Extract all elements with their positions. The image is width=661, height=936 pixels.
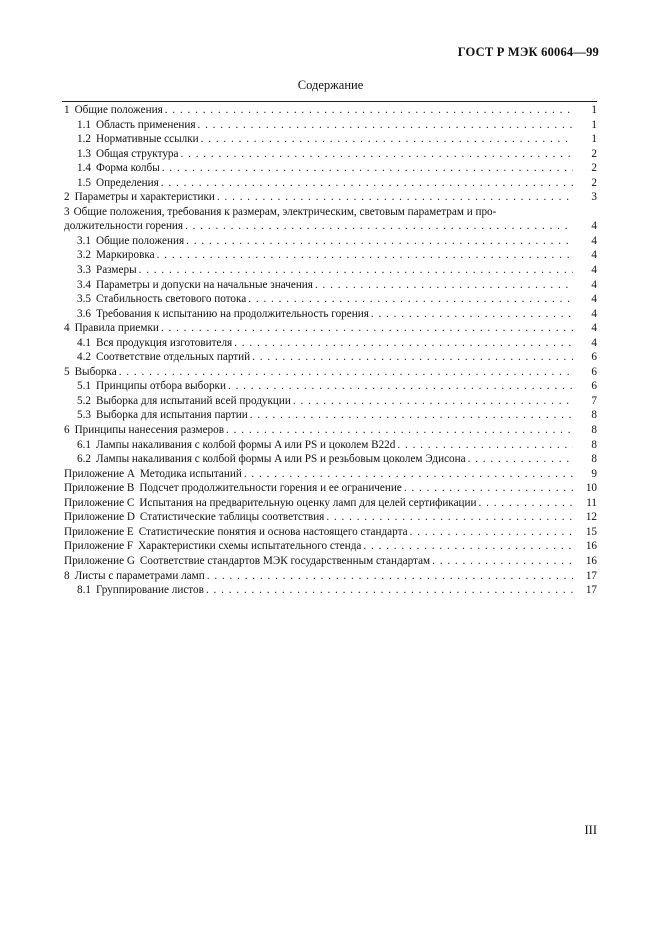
toc-entry-number: Приложение F: [64, 540, 134, 553]
toc-entry-page: 1: [591, 104, 597, 116]
dot-leader: [363, 539, 573, 554]
toc-entry-text: Общие положения, требования к размерам, электрическим, световым параметрам и про-: [73, 205, 497, 218]
toc-entry[interactable]: [64, 118, 597, 133]
dot-leader: [404, 481, 573, 496]
toc-entry-number: 6.2: [77, 453, 91, 466]
toc-entry-text: Выборка для испытаний всей продукции: [95, 394, 291, 407]
toc-entry-text: Общие положения: [95, 234, 185, 247]
toc-entry-number: Приложение B: [64, 482, 135, 495]
toc-entry[interactable]: [64, 365, 597, 380]
toc-entry[interactable]: [64, 190, 597, 205]
toc-entry[interactable]: [64, 554, 597, 569]
toc-entry[interactable]: [64, 307, 597, 322]
dot-leader: [185, 219, 573, 234]
dot-leader: [207, 569, 573, 584]
toc-entry[interactable]: [64, 481, 597, 496]
dot-leader: [326, 510, 573, 525]
toc-entry-number: 1.2: [77, 133, 91, 146]
toc-entry[interactable]: [64, 147, 597, 162]
toc-entry-page: 6: [591, 380, 597, 393]
toc-entry-number: 3.6: [77, 307, 91, 320]
toc-entry-page: 2: [591, 147, 597, 160]
toc-entry[interactable]: [64, 205, 597, 220]
toc-entry-text: Методика испытаний: [139, 467, 242, 480]
toc-entry[interactable]: [64, 292, 597, 307]
toc-entry-number: 1: [64, 104, 70, 116]
toc-entry-number: 1.1: [77, 118, 91, 131]
toc-entry-page: 7: [591, 394, 597, 407]
toc-entry-page: 2: [591, 162, 597, 175]
toc-entry[interactable]: [64, 539, 597, 554]
dot-leader: [315, 278, 573, 293]
dot-leader: [157, 248, 573, 263]
toc-entry-number: 4.2: [77, 351, 91, 364]
toc-entry-number: 6: [64, 424, 70, 437]
toc-entry-text: Размеры: [95, 264, 137, 277]
toc-entry-text: Принципы отбора выборки: [95, 380, 226, 393]
dot-leader: [410, 525, 573, 540]
toc-entry-text: Маркировка: [95, 249, 155, 262]
toc-entry[interactable]: [64, 263, 597, 278]
dot-leader: [181, 147, 574, 162]
dot-leader: [371, 307, 573, 322]
toc-entry-number: 3.3: [77, 264, 91, 277]
toc-entry-page: 6: [591, 365, 597, 378]
dot-leader: [250, 408, 573, 423]
page-title: Содержание: [297, 78, 364, 92]
toc-entry-page: 8: [591, 424, 597, 437]
dot-leader: [244, 467, 573, 482]
toc-entry-page: 12: [585, 511, 597, 524]
toc-entry[interactable]: [64, 510, 597, 525]
toc-entry-page: 4: [591, 307, 597, 320]
toc-entry-page: 9: [591, 467, 597, 480]
dot-leader: [432, 554, 573, 569]
dot-leader: [234, 336, 573, 351]
dot-leader: [201, 132, 573, 147]
toc-entry-number: 8.1: [77, 584, 91, 597]
toc-entry[interactable]: [64, 132, 597, 147]
toc-entry-number: 3.1: [77, 234, 91, 247]
toc-entry-number: 1.4: [77, 162, 91, 175]
dot-leader: [228, 379, 573, 394]
toc-entry-number: Приложение C: [64, 496, 135, 509]
toc-entry[interactable]: [64, 336, 597, 351]
toc-entry-page: 11: [586, 496, 597, 509]
toc-entry-text: Форма колбы: [95, 162, 160, 175]
toc-entry-page: 4: [591, 322, 597, 335]
toc-entry-text: Лампы накаливания с колбой формы A или PS и резьбовым цоколем Эдисона: [95, 453, 466, 466]
toc-entry-text: Группирование листов: [95, 584, 204, 597]
toc-entry-page: 10: [585, 482, 597, 495]
toc-entry-number: 3: [64, 205, 70, 218]
toc-entry-number: 5.1: [77, 380, 91, 393]
toc-entry-text-cont: должительности горения: [64, 220, 184, 233]
toc-entry-page: 17: [585, 569, 597, 582]
dot-leader: [226, 423, 573, 438]
dot-leader: [119, 365, 573, 380]
toc-entry-page: 4: [591, 278, 597, 291]
toc-entry[interactable]: [64, 583, 597, 598]
toc-entry-number: 5.2: [77, 394, 91, 407]
dot-leader: [293, 394, 573, 409]
toc-entry-page: 4: [591, 220, 597, 233]
table-of-contents: [64, 103, 597, 598]
toc-entry[interactable]: [64, 103, 597, 118]
toc-entry-text: Общая структура: [95, 147, 179, 160]
toc-entry[interactable]: [64, 496, 597, 511]
toc-entry-number: 1.5: [77, 176, 91, 189]
toc-entry-page: 17: [585, 584, 597, 597]
toc-entry-number: Приложение D: [64, 511, 135, 524]
dot-leader: [248, 292, 573, 307]
dot-leader: [468, 452, 573, 467]
toc-entry[interactable]: [64, 408, 597, 423]
toc-entry-page: 16: [585, 554, 597, 567]
toc-entry-number: 5: [64, 365, 70, 378]
toc-entry-text: Соответствие стандартов МЭК государственным стандартам: [139, 554, 431, 567]
toc-entry-text: Принципы нанесения размеров: [74, 424, 225, 437]
dot-leader: [397, 438, 573, 453]
toc-entry-number: 6.1: [77, 438, 91, 451]
toc-entry-number: Приложение G: [64, 554, 135, 567]
dot-leader: [206, 583, 573, 598]
toc-entry-number: 3.4: [77, 278, 91, 291]
toc-entry-number: Приложение E: [64, 525, 134, 538]
toc-entry-number: 3.2: [77, 249, 91, 262]
toc-entry-text: Характеристики схемы испытательного стенда: [138, 540, 362, 553]
toc-entry-page: 2: [591, 176, 597, 189]
dot-leader: [197, 118, 573, 133]
toc-entry-text: Стабильность светового потока: [95, 293, 247, 306]
toc-entry-number: Приложение A: [64, 467, 135, 480]
dot-leader: [165, 103, 573, 118]
toc-entry-page: 8: [591, 453, 597, 466]
toc-entry[interactable]: [64, 525, 597, 540]
toc-entry-text: Параметры и характеристики: [74, 191, 215, 204]
toc-entry-text: Листы с параметрами ламп: [74, 569, 205, 582]
toc-entry-page: 4: [591, 336, 597, 349]
toc-entry[interactable]: [64, 569, 597, 584]
toc-entry[interactable]: [64, 423, 597, 438]
toc-entry-text: Подсчет продолжительности горения и ее ограничение: [139, 482, 402, 495]
dot-leader: [252, 350, 573, 365]
toc-entry-page: 15: [585, 525, 597, 538]
toc-entry-text: Соответствие отдельных партий: [95, 351, 251, 364]
toc-entry-page: 4: [591, 264, 597, 277]
dot-leader: [162, 161, 573, 176]
toc-entry-page: 6: [591, 351, 597, 364]
toc-entry-text: Лампы накаливания с колбой формы A или PS и цоколем B22d: [95, 438, 396, 451]
toc-entry-number: 3.5: [77, 293, 91, 306]
toc-entry-page: 4: [591, 234, 597, 247]
toc-entry[interactable]: [64, 452, 597, 467]
page-number: III: [584, 823, 597, 837]
toc-entry-page: 8: [591, 438, 597, 451]
toc-entry[interactable]: [64, 438, 597, 453]
title-rule: [62, 101, 597, 102]
toc-entry-number: 5.3: [77, 409, 91, 422]
toc-entry-page: 4: [591, 293, 597, 306]
toc-entry-number: 8: [64, 569, 70, 582]
toc-entry-page: 1: [591, 118, 597, 131]
toc-entry-text: Нормативные ссылки: [95, 133, 199, 146]
toc-entry[interactable]: [64, 350, 597, 365]
toc-entry-text: Статистические понятия и основа настоящего стандарта: [138, 525, 408, 538]
toc-entry-number: 4: [64, 322, 70, 335]
toc-entry[interactable]: [64, 248, 597, 263]
dot-leader: [161, 321, 573, 336]
toc-entry-page: 16: [585, 540, 597, 553]
dot-leader: [217, 190, 573, 205]
toc-entry[interactable]: [64, 278, 597, 293]
toc-entry-number: 4.1: [77, 336, 91, 349]
toc-entry-text: Правила приемки: [74, 322, 159, 335]
document-code: ГОСТ Р МЭК 60064—99: [457, 45, 599, 59]
toc-entry-page: 4: [591, 249, 597, 262]
toc-entry[interactable]: [64, 467, 597, 482]
toc-entry[interactable]: [64, 321, 597, 336]
toc-entry-text: Испытания на предварительную оценку ламп для целей сертификации: [139, 496, 477, 509]
toc-entry-number: 2: [64, 191, 70, 204]
toc-entry-text: Статистические таблицы соответствия: [139, 511, 325, 524]
dot-leader: [161, 176, 573, 191]
toc-entry-text: Определения: [95, 176, 159, 189]
toc-entry-text: Требования к испытанию на продолжительность горения: [95, 307, 369, 320]
toc-entry-page: 8: [591, 409, 597, 422]
toc-entry[interactable]: [64, 379, 597, 394]
toc-entry-number: 1.3: [77, 147, 91, 160]
toc-entry-page: 1: [591, 133, 597, 146]
toc-entry-text: Параметры и допуски на начальные значения: [95, 278, 313, 291]
toc-entry[interactable]: [64, 176, 597, 191]
dot-leader: [479, 496, 574, 511]
toc-entry[interactable]: [64, 394, 597, 409]
toc-entry-text: Выборка: [74, 365, 117, 378]
dot-leader: [139, 263, 573, 278]
dot-leader: [186, 234, 573, 249]
toc-entry-text: Общие положения: [74, 104, 163, 116]
toc-entry[interactable]: [64, 161, 597, 176]
toc-entry-text: Выборка для испытания партии: [95, 409, 248, 422]
toc-entry-page: 3: [591, 191, 597, 204]
toc-entry[interactable]: [64, 234, 597, 249]
toc-entry-continuation[interactable]: [64, 219, 597, 234]
toc-entry-text: Область применения: [95, 118, 196, 131]
toc-entry-text: Вся продукция изготовителя: [95, 336, 233, 349]
